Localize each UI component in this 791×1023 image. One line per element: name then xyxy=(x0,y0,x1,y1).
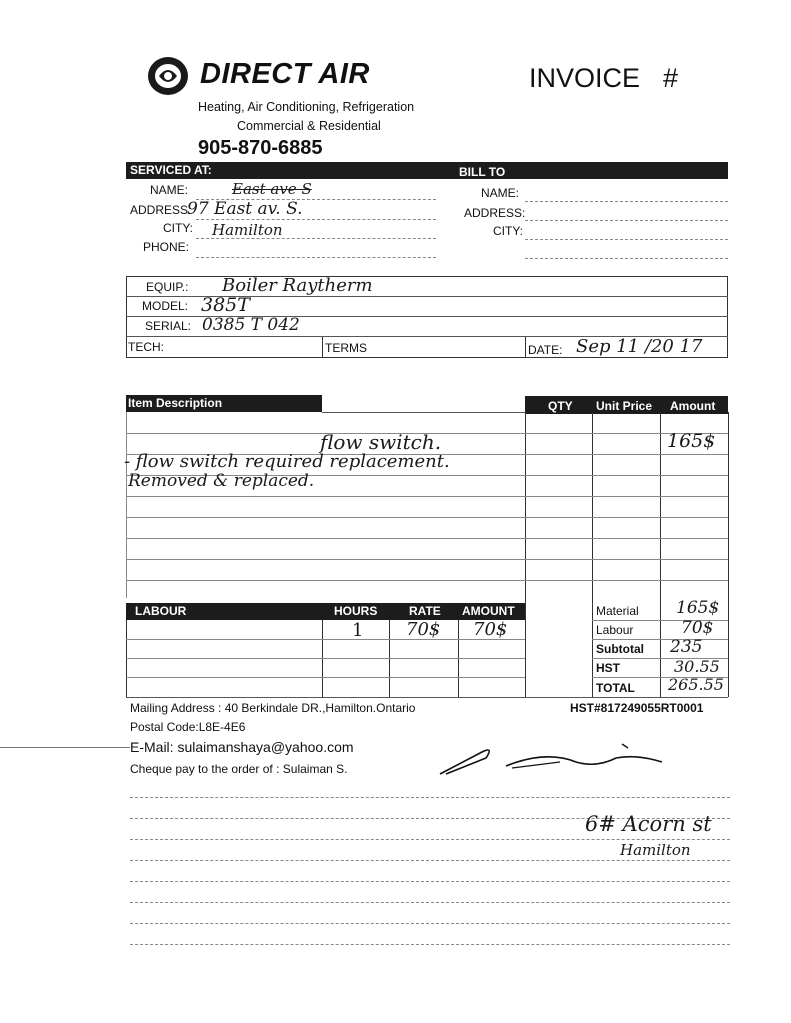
item-line-1-amount: 165$ xyxy=(667,430,716,452)
hst-label: HST xyxy=(596,661,620,675)
serial-label: SERIAL: xyxy=(145,319,192,333)
subtotal-label: Subtotal xyxy=(596,642,644,656)
bill-name-label: NAME: xyxy=(481,186,520,200)
serviced-at-label: SERVICED AT: xyxy=(130,163,212,177)
qty-header: QTY xyxy=(548,399,573,413)
note-line-2: Hamilton xyxy=(620,841,691,859)
unit-price-header: Unit Price xyxy=(596,399,653,413)
labour-header-bar xyxy=(126,603,525,620)
city-value: Hamilton xyxy=(212,221,283,239)
labour-amount-value: 70$ xyxy=(473,619,508,640)
email-address: E-Mail: sulaimanshaya@yahoo.com xyxy=(130,739,354,755)
items-header-right xyxy=(525,396,728,414)
total-label: TOTAL xyxy=(596,681,635,695)
hst-value: 30.55 xyxy=(674,657,720,676)
name-value: East ave S xyxy=(232,180,312,198)
equip-value: Boiler Raytherm xyxy=(222,275,373,296)
company-tagline-1: Heating, Air Conditioning, Refrigeration xyxy=(198,100,415,114)
note-line-1: 6# Acorn st xyxy=(585,812,712,836)
labour-amount-header: AMOUNT xyxy=(462,604,515,618)
date-value: Sep 11 /20 17 xyxy=(576,336,703,357)
item-line-1: flow switch. xyxy=(320,430,442,454)
subtotal-value: 235 xyxy=(670,637,703,657)
company-tagline-2: Commercial & Residential xyxy=(237,119,381,133)
name-label: NAME: xyxy=(150,183,189,197)
company-phone: 905-870-6885 xyxy=(198,137,323,159)
material-label: Material xyxy=(596,604,639,618)
bill-address-label: ADDRESS: xyxy=(464,206,526,220)
hst-number: HST#817249055RT0001 xyxy=(570,701,704,715)
phone-label: PHONE: xyxy=(143,240,190,254)
item-line-2: - flow switch required replacement. xyxy=(124,451,450,472)
tech-label: TECH: xyxy=(128,340,164,354)
invoice-title: INVOICE xyxy=(529,63,641,93)
labour-header: LABOUR xyxy=(135,604,187,618)
labour-hours-value: 1 xyxy=(352,620,364,641)
rate-header: RATE xyxy=(409,604,441,618)
signature xyxy=(436,738,676,780)
equip-label: EQUIP.: xyxy=(146,280,189,294)
items-header-left xyxy=(126,395,322,412)
company-logo xyxy=(147,56,189,96)
item-line-3: Removed & replaced. xyxy=(128,471,315,491)
serviced-header-bar xyxy=(126,162,728,179)
address-value: 97 East av. S. xyxy=(187,199,303,219)
amount-header: Amount xyxy=(670,399,716,413)
item-description-header: Item Description xyxy=(128,396,223,410)
terms-label: TERMS xyxy=(325,341,367,355)
address-label: ADDRESS: xyxy=(130,203,192,217)
labour-total-label: Labour xyxy=(596,623,634,637)
labour-total-value: 70$ xyxy=(681,618,714,638)
labour-rate-value: 70$ xyxy=(406,619,441,640)
model-value: 385T xyxy=(201,294,250,316)
model-label: MODEL: xyxy=(142,299,189,313)
bill-city-label: CITY: xyxy=(493,224,524,238)
postal-code: Postal Code:L8E-4E6 xyxy=(130,720,246,734)
date-label: DATE: xyxy=(528,343,563,357)
company-name: DIRECT AIR xyxy=(200,58,370,90)
bill-to-label: BILL TO xyxy=(459,165,506,179)
mailing-address: Mailing Address : 40 Berkindale DR.,Hamilton.Ontario xyxy=(130,701,416,715)
material-value: 165$ xyxy=(676,598,720,618)
cheque-payable: Cheque pay to the order of : Sulaiman S. xyxy=(130,762,348,776)
serial-value: 0385 T 042 xyxy=(202,315,300,335)
city-label: CITY: xyxy=(163,221,194,235)
hours-header: HOURS xyxy=(334,604,378,618)
invoice-number-label: # xyxy=(663,63,679,93)
total-value: 265.55 xyxy=(668,675,724,694)
